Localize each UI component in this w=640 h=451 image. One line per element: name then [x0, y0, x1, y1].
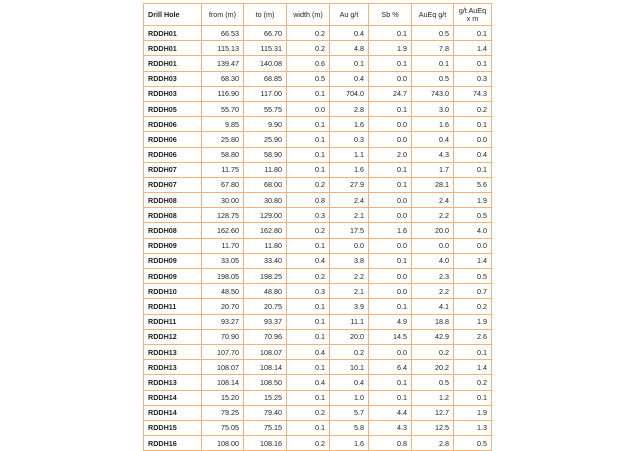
- width-cell: 0.2: [287, 269, 330, 284]
- au-cell: 11.1: [330, 314, 369, 329]
- aueq-x-m-cell: 0.5: [454, 436, 492, 451]
- from-cell: 70.90: [202, 329, 244, 344]
- to-cell: 20.75: [244, 299, 287, 314]
- sb-cell: 0.0: [369, 193, 412, 208]
- sb-cell: 0.0: [369, 71, 412, 86]
- au-cell: 5.8: [330, 420, 369, 435]
- table-row: [144, 269, 492, 284]
- aueq-cell: 7.8: [412, 41, 454, 56]
- to-cell: 115.31: [244, 41, 287, 56]
- assay-table-container: [143, 3, 491, 451]
- from-cell: 25.80: [202, 132, 244, 147]
- aueq-cell: 1.2: [412, 390, 454, 405]
- drill-hole-cell: RDDH09: [144, 253, 202, 268]
- table-row: [144, 390, 492, 405]
- from-cell: 9.85: [202, 117, 244, 132]
- aueq-cell: 3.0: [412, 101, 454, 116]
- aueq-x-m-cell: 0.5: [454, 208, 492, 223]
- table-row: [144, 360, 492, 375]
- aueq-x-m-cell: 1.4: [454, 360, 492, 375]
- drill-hole-cell: RDDH08: [144, 223, 202, 238]
- from-cell: 33.05: [202, 253, 244, 268]
- from-cell: 79.25: [202, 405, 244, 420]
- from-cell: 93.27: [202, 314, 244, 329]
- width-cell: 0.1: [287, 238, 330, 253]
- au-cell: 2.8: [330, 101, 369, 116]
- au-cell: 1.0: [330, 390, 369, 405]
- aueq-x-m-cell: 0.7: [454, 284, 492, 299]
- au-cell: 4.8: [330, 41, 369, 56]
- to-cell: 55.75: [244, 101, 287, 116]
- table-header-row: [144, 4, 492, 26]
- au-cell: 1.6: [330, 117, 369, 132]
- to-cell: 15.25: [244, 390, 287, 405]
- to-cell: 30.80: [244, 193, 287, 208]
- aueq-cell: 2.3: [412, 269, 454, 284]
- from-cell: 75.05: [202, 420, 244, 435]
- from-cell: 67.80: [202, 177, 244, 192]
- aueq-x-m-cell: 0.1: [454, 344, 492, 359]
- to-cell: 33.40: [244, 253, 287, 268]
- drill-hole-cell: RDDH03: [144, 71, 202, 86]
- from-cell: 108.07: [202, 360, 244, 375]
- table-row: [144, 436, 492, 451]
- drill-hole-cell: RDDH14: [144, 390, 202, 405]
- table-row: [144, 375, 492, 390]
- aueq-cell: 42.9: [412, 329, 454, 344]
- aueq-cell: 12.7: [412, 405, 454, 420]
- sb-cell: 0.0: [369, 344, 412, 359]
- aueq-cell: 0.2: [412, 344, 454, 359]
- aueq-cell: 2.2: [412, 284, 454, 299]
- drill-hole-cell: RDDH11: [144, 314, 202, 329]
- table-row: [144, 147, 492, 162]
- sb-cell: 0.1: [369, 253, 412, 268]
- aueq-x-m-cell: 1.9: [454, 193, 492, 208]
- table-row: [144, 284, 492, 299]
- width-cell: 0.2: [287, 41, 330, 56]
- au-cell: 2.2: [330, 269, 369, 284]
- to-cell: 58.90: [244, 147, 287, 162]
- table-row: [144, 177, 492, 192]
- from-cell: 58.80: [202, 147, 244, 162]
- table-row: [144, 193, 492, 208]
- to-cell: 108.50: [244, 375, 287, 390]
- au-cell: 0.0: [330, 238, 369, 253]
- drill-hole-cell: RDDH01: [144, 56, 202, 71]
- sb-cell: 6.4: [369, 360, 412, 375]
- width-cell: 0.2: [287, 223, 330, 238]
- au-cell: 17.5: [330, 223, 369, 238]
- from-cell: 11.75: [202, 162, 244, 177]
- aueq-cell: 0.5: [412, 26, 454, 41]
- table-row: [144, 223, 492, 238]
- column-header-to: to (m): [244, 4, 287, 26]
- drill-hole-cell: RDDH07: [144, 162, 202, 177]
- table-row: [144, 238, 492, 253]
- aueq-cell: 0.1: [412, 56, 454, 71]
- table-row: [144, 405, 492, 420]
- au-cell: 2.1: [330, 208, 369, 223]
- to-cell: 108.16: [244, 436, 287, 451]
- from-cell: 48.50: [202, 284, 244, 299]
- aueq-cell: 743.0: [412, 86, 454, 101]
- width-cell: 0.5: [287, 71, 330, 86]
- aueq-cell: 20.0: [412, 223, 454, 238]
- aueq-cell: 0.5: [412, 375, 454, 390]
- from-cell: 115.13: [202, 41, 244, 56]
- sb-cell: 0.0: [369, 117, 412, 132]
- aueq-cell: 0.0: [412, 238, 454, 253]
- au-cell: 1.6: [330, 436, 369, 451]
- aueq-cell: 0.4: [412, 132, 454, 147]
- width-cell: 0.1: [287, 117, 330, 132]
- to-cell: 108.14: [244, 360, 287, 375]
- aueq-x-m-cell: 0.2: [454, 299, 492, 314]
- sb-cell: 0.1: [369, 162, 412, 177]
- table-body: [144, 26, 492, 451]
- au-cell: 1.1: [330, 147, 369, 162]
- sb-cell: 0.1: [369, 101, 412, 116]
- width-cell: 0.6: [287, 56, 330, 71]
- sb-cell: 0.1: [369, 177, 412, 192]
- to-cell: 11.80: [244, 238, 287, 253]
- au-cell: 1.6: [330, 162, 369, 177]
- aueq-x-m-cell: 0.1: [454, 26, 492, 41]
- aueq-x-m-cell: 0.1: [454, 390, 492, 405]
- width-cell: 0.1: [287, 299, 330, 314]
- sb-cell: 0.1: [369, 56, 412, 71]
- sb-cell: 0.0: [369, 238, 412, 253]
- to-cell: 108.07: [244, 344, 287, 359]
- aueq-x-m-cell: 0.4: [454, 147, 492, 162]
- sb-cell: 0.0: [369, 132, 412, 147]
- from-cell: 139.47: [202, 56, 244, 71]
- drill-hole-cell: RDDH13: [144, 360, 202, 375]
- aueq-x-m-cell: 1.4: [454, 41, 492, 56]
- to-cell: 9.90: [244, 117, 287, 132]
- sb-cell: 1.6: [369, 223, 412, 238]
- aueq-x-m-cell: 4.0: [454, 223, 492, 238]
- aueq-cell: 4.1: [412, 299, 454, 314]
- table-row: [144, 420, 492, 435]
- drill-hole-cell: RDDH16: [144, 436, 202, 451]
- au-cell: 704.0: [330, 86, 369, 101]
- from-cell: 66.53: [202, 26, 244, 41]
- drill-hole-cell: RDDH03: [144, 86, 202, 101]
- aueq-cell: 20.2: [412, 360, 454, 375]
- assay-results-table: [143, 3, 492, 451]
- column-header-au: Au g/t: [330, 4, 369, 26]
- au-cell: 3.8: [330, 253, 369, 268]
- drill-hole-cell: RDDH09: [144, 269, 202, 284]
- aueq-cell: 28.1: [412, 177, 454, 192]
- au-cell: 0.1: [330, 56, 369, 71]
- drill-hole-cell: RDDH10: [144, 284, 202, 299]
- aueq-x-m-cell: 0.1: [454, 117, 492, 132]
- table-row: [144, 253, 492, 268]
- drill-hole-cell: RDDH08: [144, 208, 202, 223]
- aueq-x-m-cell: 0.0: [454, 132, 492, 147]
- table-row: [144, 314, 492, 329]
- width-cell: 0.1: [287, 360, 330, 375]
- drill-hole-cell: RDDH06: [144, 132, 202, 147]
- drill-hole-cell: RDDH08: [144, 193, 202, 208]
- width-cell: 0.2: [287, 405, 330, 420]
- to-cell: 79.40: [244, 405, 287, 420]
- width-cell: 0.1: [287, 86, 330, 101]
- sb-cell: 0.1: [369, 390, 412, 405]
- width-cell: 0.0: [287, 101, 330, 116]
- sb-cell: 0.1: [369, 26, 412, 41]
- drill-hole-cell: RDDH01: [144, 26, 202, 41]
- width-cell: 0.1: [287, 329, 330, 344]
- to-cell: 68.85: [244, 71, 287, 86]
- sb-cell: 14.5: [369, 329, 412, 344]
- aueq-cell: 2.4: [412, 193, 454, 208]
- to-cell: 75.15: [244, 420, 287, 435]
- table-row: [144, 329, 492, 344]
- from-cell: 116.90: [202, 86, 244, 101]
- sb-cell: 0.1: [369, 299, 412, 314]
- aueq-cell: 4.0: [412, 253, 454, 268]
- width-cell: 0.1: [287, 147, 330, 162]
- width-cell: 0.4: [287, 253, 330, 268]
- to-cell: 140.08: [244, 56, 287, 71]
- sb-cell: 0.0: [369, 208, 412, 223]
- column-header-drill-hole: Drill Hole: [144, 4, 202, 26]
- table-row: [144, 344, 492, 359]
- sb-cell: 4.3: [369, 420, 412, 435]
- table-row: [144, 71, 492, 86]
- aueq-x-m-cell: 2.6: [454, 329, 492, 344]
- table-row: [144, 162, 492, 177]
- drill-hole-cell: RDDH12: [144, 329, 202, 344]
- aueq-x-m-cell: 0.5: [454, 269, 492, 284]
- width-cell: 0.1: [287, 314, 330, 329]
- to-cell: 198.25: [244, 269, 287, 284]
- width-cell: 0.3: [287, 284, 330, 299]
- table-row: [144, 299, 492, 314]
- width-cell: 0.4: [287, 375, 330, 390]
- sb-cell: 4.4: [369, 405, 412, 420]
- aueq-cell: 2.2: [412, 208, 454, 223]
- table-row: [144, 132, 492, 147]
- aueq-x-m-cell: 0.2: [454, 375, 492, 390]
- aueq-x-m-cell: 0.1: [454, 162, 492, 177]
- from-cell: 55.70: [202, 101, 244, 116]
- width-cell: 0.1: [287, 390, 330, 405]
- au-cell: 0.4: [330, 71, 369, 86]
- au-cell: 2.1: [330, 284, 369, 299]
- width-cell: 0.3: [287, 208, 330, 223]
- from-cell: 20.70: [202, 299, 244, 314]
- drill-hole-cell: RDDH13: [144, 375, 202, 390]
- column-header-aueq: AuEq g/t: [412, 4, 454, 26]
- aueq-x-m-cell: 1.9: [454, 314, 492, 329]
- width-cell: 0.2: [287, 26, 330, 41]
- table-row: [144, 117, 492, 132]
- aueq-cell: 0.5: [412, 71, 454, 86]
- au-cell: 0.4: [330, 375, 369, 390]
- from-cell: 15.20: [202, 390, 244, 405]
- column-header-sb: Sb %: [369, 4, 412, 26]
- drill-hole-cell: RDDH09: [144, 238, 202, 253]
- to-cell: 66.70: [244, 26, 287, 41]
- column-header-aueq-x-m: g/t AuEq x m: [454, 4, 492, 26]
- drill-hole-cell: RDDH11: [144, 299, 202, 314]
- aueq-x-m-cell: 1.4: [454, 253, 492, 268]
- sb-cell: 24.7: [369, 86, 412, 101]
- width-cell: 0.4: [287, 344, 330, 359]
- to-cell: 70.96: [244, 329, 287, 344]
- au-cell: 3.9: [330, 299, 369, 314]
- to-cell: 117.00: [244, 86, 287, 101]
- aueq-cell: 12.5: [412, 420, 454, 435]
- au-cell: 2.4: [330, 193, 369, 208]
- to-cell: 11.80: [244, 162, 287, 177]
- to-cell: 68.00: [244, 177, 287, 192]
- au-cell: 0.3: [330, 132, 369, 147]
- to-cell: 93.37: [244, 314, 287, 329]
- width-cell: 0.2: [287, 177, 330, 192]
- sb-cell: 0.0: [369, 269, 412, 284]
- aueq-cell: 2.8: [412, 436, 454, 451]
- width-cell: 0.2: [287, 436, 330, 451]
- from-cell: 108.00: [202, 436, 244, 451]
- table-row: [144, 56, 492, 71]
- drill-hole-cell: RDDH05: [144, 101, 202, 116]
- sb-cell: 0.0: [369, 284, 412, 299]
- sb-cell: 2.0: [369, 147, 412, 162]
- drill-hole-cell: RDDH01: [144, 41, 202, 56]
- to-cell: 162.80: [244, 223, 287, 238]
- from-cell: 11.70: [202, 238, 244, 253]
- sb-cell: 4.9: [369, 314, 412, 329]
- sb-cell: 0.1: [369, 375, 412, 390]
- aueq-x-m-cell: 5.6: [454, 177, 492, 192]
- sb-cell: 0.8: [369, 436, 412, 451]
- aueq-x-m-cell: 0.3: [454, 71, 492, 86]
- aueq-x-m-cell: 0.0: [454, 238, 492, 253]
- au-cell: 10.1: [330, 360, 369, 375]
- drill-hole-cell: RDDH07: [144, 177, 202, 192]
- drill-hole-cell: RDDH06: [144, 147, 202, 162]
- from-cell: 107.70: [202, 344, 244, 359]
- from-cell: 30.00: [202, 193, 244, 208]
- table-row: [144, 101, 492, 116]
- table-row: [144, 41, 492, 56]
- aueq-cell: 1.6: [412, 117, 454, 132]
- from-cell: 68.30: [202, 71, 244, 86]
- drill-hole-cell: RDDH06: [144, 117, 202, 132]
- table-row: [144, 86, 492, 101]
- to-cell: 129.00: [244, 208, 287, 223]
- au-cell: 27.9: [330, 177, 369, 192]
- au-cell: 20.0: [330, 329, 369, 344]
- drill-hole-cell: RDDH14: [144, 405, 202, 420]
- width-cell: 0.8: [287, 193, 330, 208]
- drill-hole-cell: RDDH13: [144, 344, 202, 359]
- to-cell: 25.90: [244, 132, 287, 147]
- width-cell: 0.1: [287, 420, 330, 435]
- aueq-x-m-cell: 0.1: [454, 56, 492, 71]
- width-cell: 0.1: [287, 132, 330, 147]
- aueq-x-m-cell: 1.3: [454, 420, 492, 435]
- aueq-cell: 1.7: [412, 162, 454, 177]
- au-cell: 0.2: [330, 344, 369, 359]
- width-cell: 0.1: [287, 162, 330, 177]
- aueq-cell: 4.3: [412, 147, 454, 162]
- column-header-width: width (m): [287, 4, 330, 26]
- sb-cell: 1.9: [369, 41, 412, 56]
- from-cell: 108.14: [202, 375, 244, 390]
- aueq-x-m-cell: 0.2: [454, 101, 492, 116]
- to-cell: 48.80: [244, 284, 287, 299]
- column-header-from: from (m): [202, 4, 244, 26]
- from-cell: 198.05: [202, 269, 244, 284]
- from-cell: 162.60: [202, 223, 244, 238]
- table-row: [144, 208, 492, 223]
- from-cell: 128.75: [202, 208, 244, 223]
- au-cell: 5.7: [330, 405, 369, 420]
- au-cell: 0.4: [330, 26, 369, 41]
- aueq-x-m-cell: 74.3: [454, 86, 492, 101]
- table-row: [144, 26, 492, 41]
- aueq-x-m-cell: 1.9: [454, 405, 492, 420]
- aueq-cell: 18.8: [412, 314, 454, 329]
- drill-hole-cell: RDDH15: [144, 420, 202, 435]
